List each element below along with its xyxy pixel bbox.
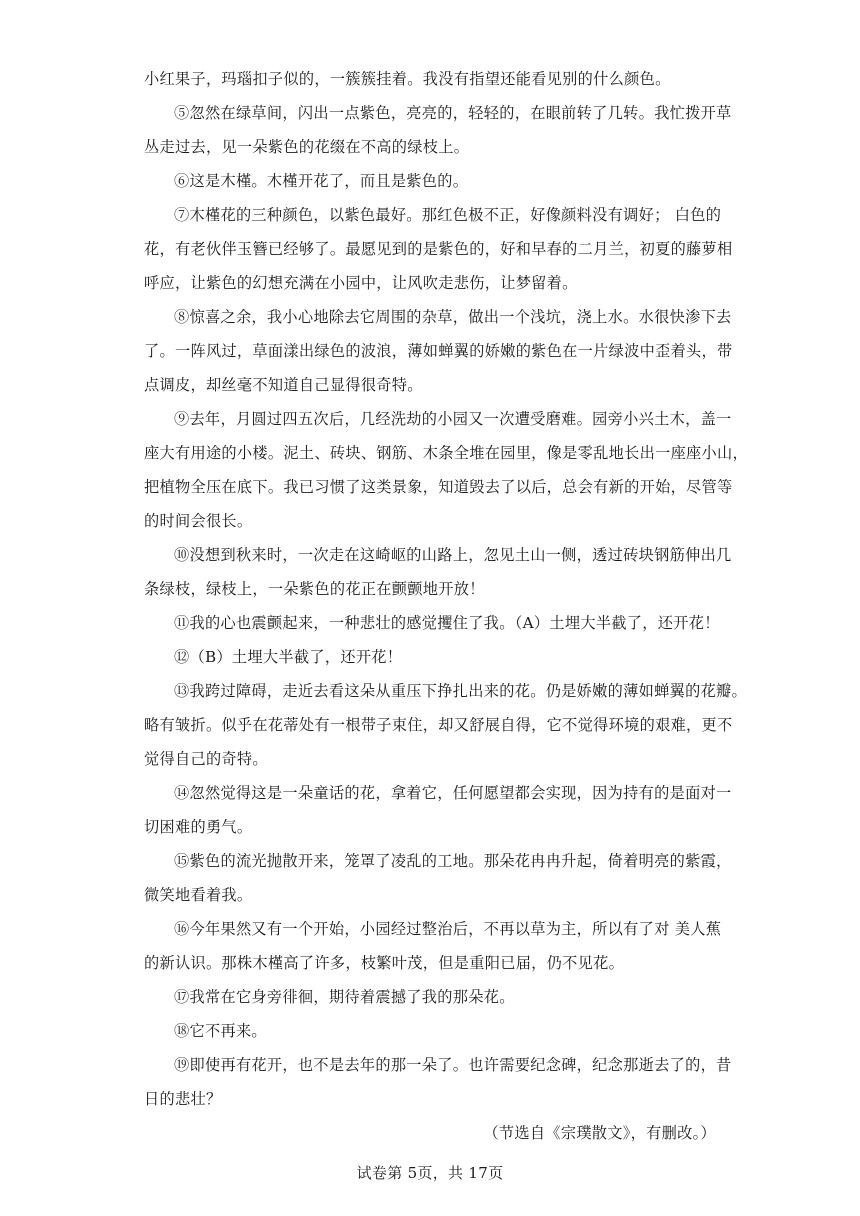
essay-paragraph xyxy=(144,912,722,980)
paragraph-line: ⑩没想到秋来时，一次走在这崎岖的山路上，忽见土山一侧，透过砖块钢筋伸出几 xyxy=(174,546,732,564)
paragraph-line: 日的悲壮？ xyxy=(144,1090,222,1108)
essay-paragraph xyxy=(144,164,716,198)
essay-paragraph xyxy=(144,402,749,538)
paragraph-line: ⑲即使再有花开，也不是去年的那一朵了。也许需要纪念碑，纪念那逝去了的，昔 xyxy=(174,1056,732,1074)
essay-paragraph xyxy=(144,980,716,1014)
essay-paragraph xyxy=(144,1048,732,1116)
paragraph-line: 花，有老伙伴玉簪已经够了。最愿见到的是紫色的，好和早春的二月兰，初夏的藤萝相 xyxy=(144,240,733,258)
paragraph-line: ⑮紫色的流光抛散开来，笼罩了凌乱的工地。那朵花冉冉升起，倚着明亮的紫霞， xyxy=(174,852,732,870)
paragraph-line: 的新认识。那株木槿高了许多，枝繁叶茂，但是重阳已届，仍不见花。 xyxy=(144,954,625,972)
paragraph-line: 点调皮，却丝毫不知道自己显得很奇特。 xyxy=(144,376,423,394)
paragraph-line: ⑱它不再来。 xyxy=(174,1022,267,1040)
paragraph-line: 觉得自己的奇特。 xyxy=(144,750,268,768)
essay-paragraph xyxy=(144,538,732,606)
paragraph-line: ⑭忽然觉得这是一朵童话的花，拿着它，任何愿望都会实现，因为持有的是面对一 xyxy=(174,784,732,802)
paragraph-line: 座大有用途的小楼。泥土、砖块、钢筋、木条全堆在园里，像是零乱地长出一座座小山， xyxy=(144,444,749,462)
paragraph-line: 的时间会很长。 xyxy=(144,512,253,530)
paragraph-line: ⑧惊喜之余，我小心地除去它周围的杂草，做出一个浅坑，浇上水。水很快渗下去 xyxy=(174,308,732,326)
paragraph-line: ⑰我常在它身旁徘徊，期待着震撼了我的那朵花。 xyxy=(174,988,515,1006)
paragraph-line: ⑦木槿花的三种颜色，以紫色最好。那红色极不正，好像颜料没有调好； 白色的 xyxy=(174,206,722,224)
paragraph-line: ⑤忽然在绿草间，闪出一点紫色，亮亮的，轻轻的，在眼前转了几转。我忙拨开草 xyxy=(174,104,732,122)
paragraph-line: 微笑地看着我。 xyxy=(144,886,253,904)
paragraph-line: ⑯今年果然又有一个开始，小园经过整治后，不再以草为主，所以有了对 美人蕉 xyxy=(174,920,722,938)
essay-paragraph xyxy=(144,776,732,844)
essay-paragraph xyxy=(144,96,732,164)
essay-paragraph xyxy=(144,844,732,912)
paragraph-line: 小红果子，玛瑙扣子似的，一簇簇挂着。我没有指望还能看见别的什么颜色。 xyxy=(144,70,671,88)
paragraph-line: ⑥这是木槿。木槿开花了，而且是紫色的。 xyxy=(174,172,469,190)
paragraph-line: ⑬我跨过障碍，走近去看这朵从重压下挣扎出来的花。仍是娇嫩的薄如蝉翼的花瓣。 xyxy=(174,682,748,700)
paragraph-line: 切困难的勇气。 xyxy=(144,818,253,836)
paragraph-line: ⑫（B）土埋大半截了，还开花！ xyxy=(174,648,403,666)
paragraph-line: 略有皱折。似乎在花蒂处有一根带子束住，却又舒展自得，它不觉得环境的艰难，更不 xyxy=(144,716,733,734)
paragraph-line: ⑨去年，月圆过四五次后，几经洗劫的小园又一次遭受磨难。园旁小兴土木，盖一 xyxy=(174,410,732,428)
paragraph-line: 丛走过去，见一朵紫色的花缀在不高的绿枝上。 xyxy=(144,138,470,156)
essay-paragraph xyxy=(144,640,716,674)
paragraph-line: 把植物全压在底下。我已习惯了这类景象，知道毁去了以后，总会有新的开始，尽管等 xyxy=(144,478,733,496)
source-citation: （节选自《宗璞散文》，有删改。） xyxy=(483,1124,716,1142)
paragraph-line: ⑪我的心也震颤起来，一种悲壮的感觉攫住了我。（A）土埋大半截了，还开花！ xyxy=(174,614,720,632)
essay-paragraph xyxy=(144,300,733,402)
essay-paragraph xyxy=(144,62,716,96)
document-body xyxy=(144,62,749,1150)
essay-paragraph xyxy=(144,674,748,776)
paragraph-line: 了。一阵风过，草面漾出绿色的波浪，薄如蝉翼的娇嫩的紫色在一片绿波中歪着头，带 xyxy=(144,342,733,360)
essay-paragraph xyxy=(144,1014,716,1048)
page-footer: 试卷第 5页，共 17页 xyxy=(356,1164,504,1182)
paragraph-line: 呼应，让紫色的幻想充满在小园中，让风吹走悲伤，让梦留着。 xyxy=(144,274,578,292)
paragraph-line: 条绿枝，绿枝上，一朵紫色的花正在颤颤地开放！ xyxy=(144,580,485,598)
essay-paragraph xyxy=(144,198,733,300)
essay-paragraph xyxy=(144,606,720,640)
